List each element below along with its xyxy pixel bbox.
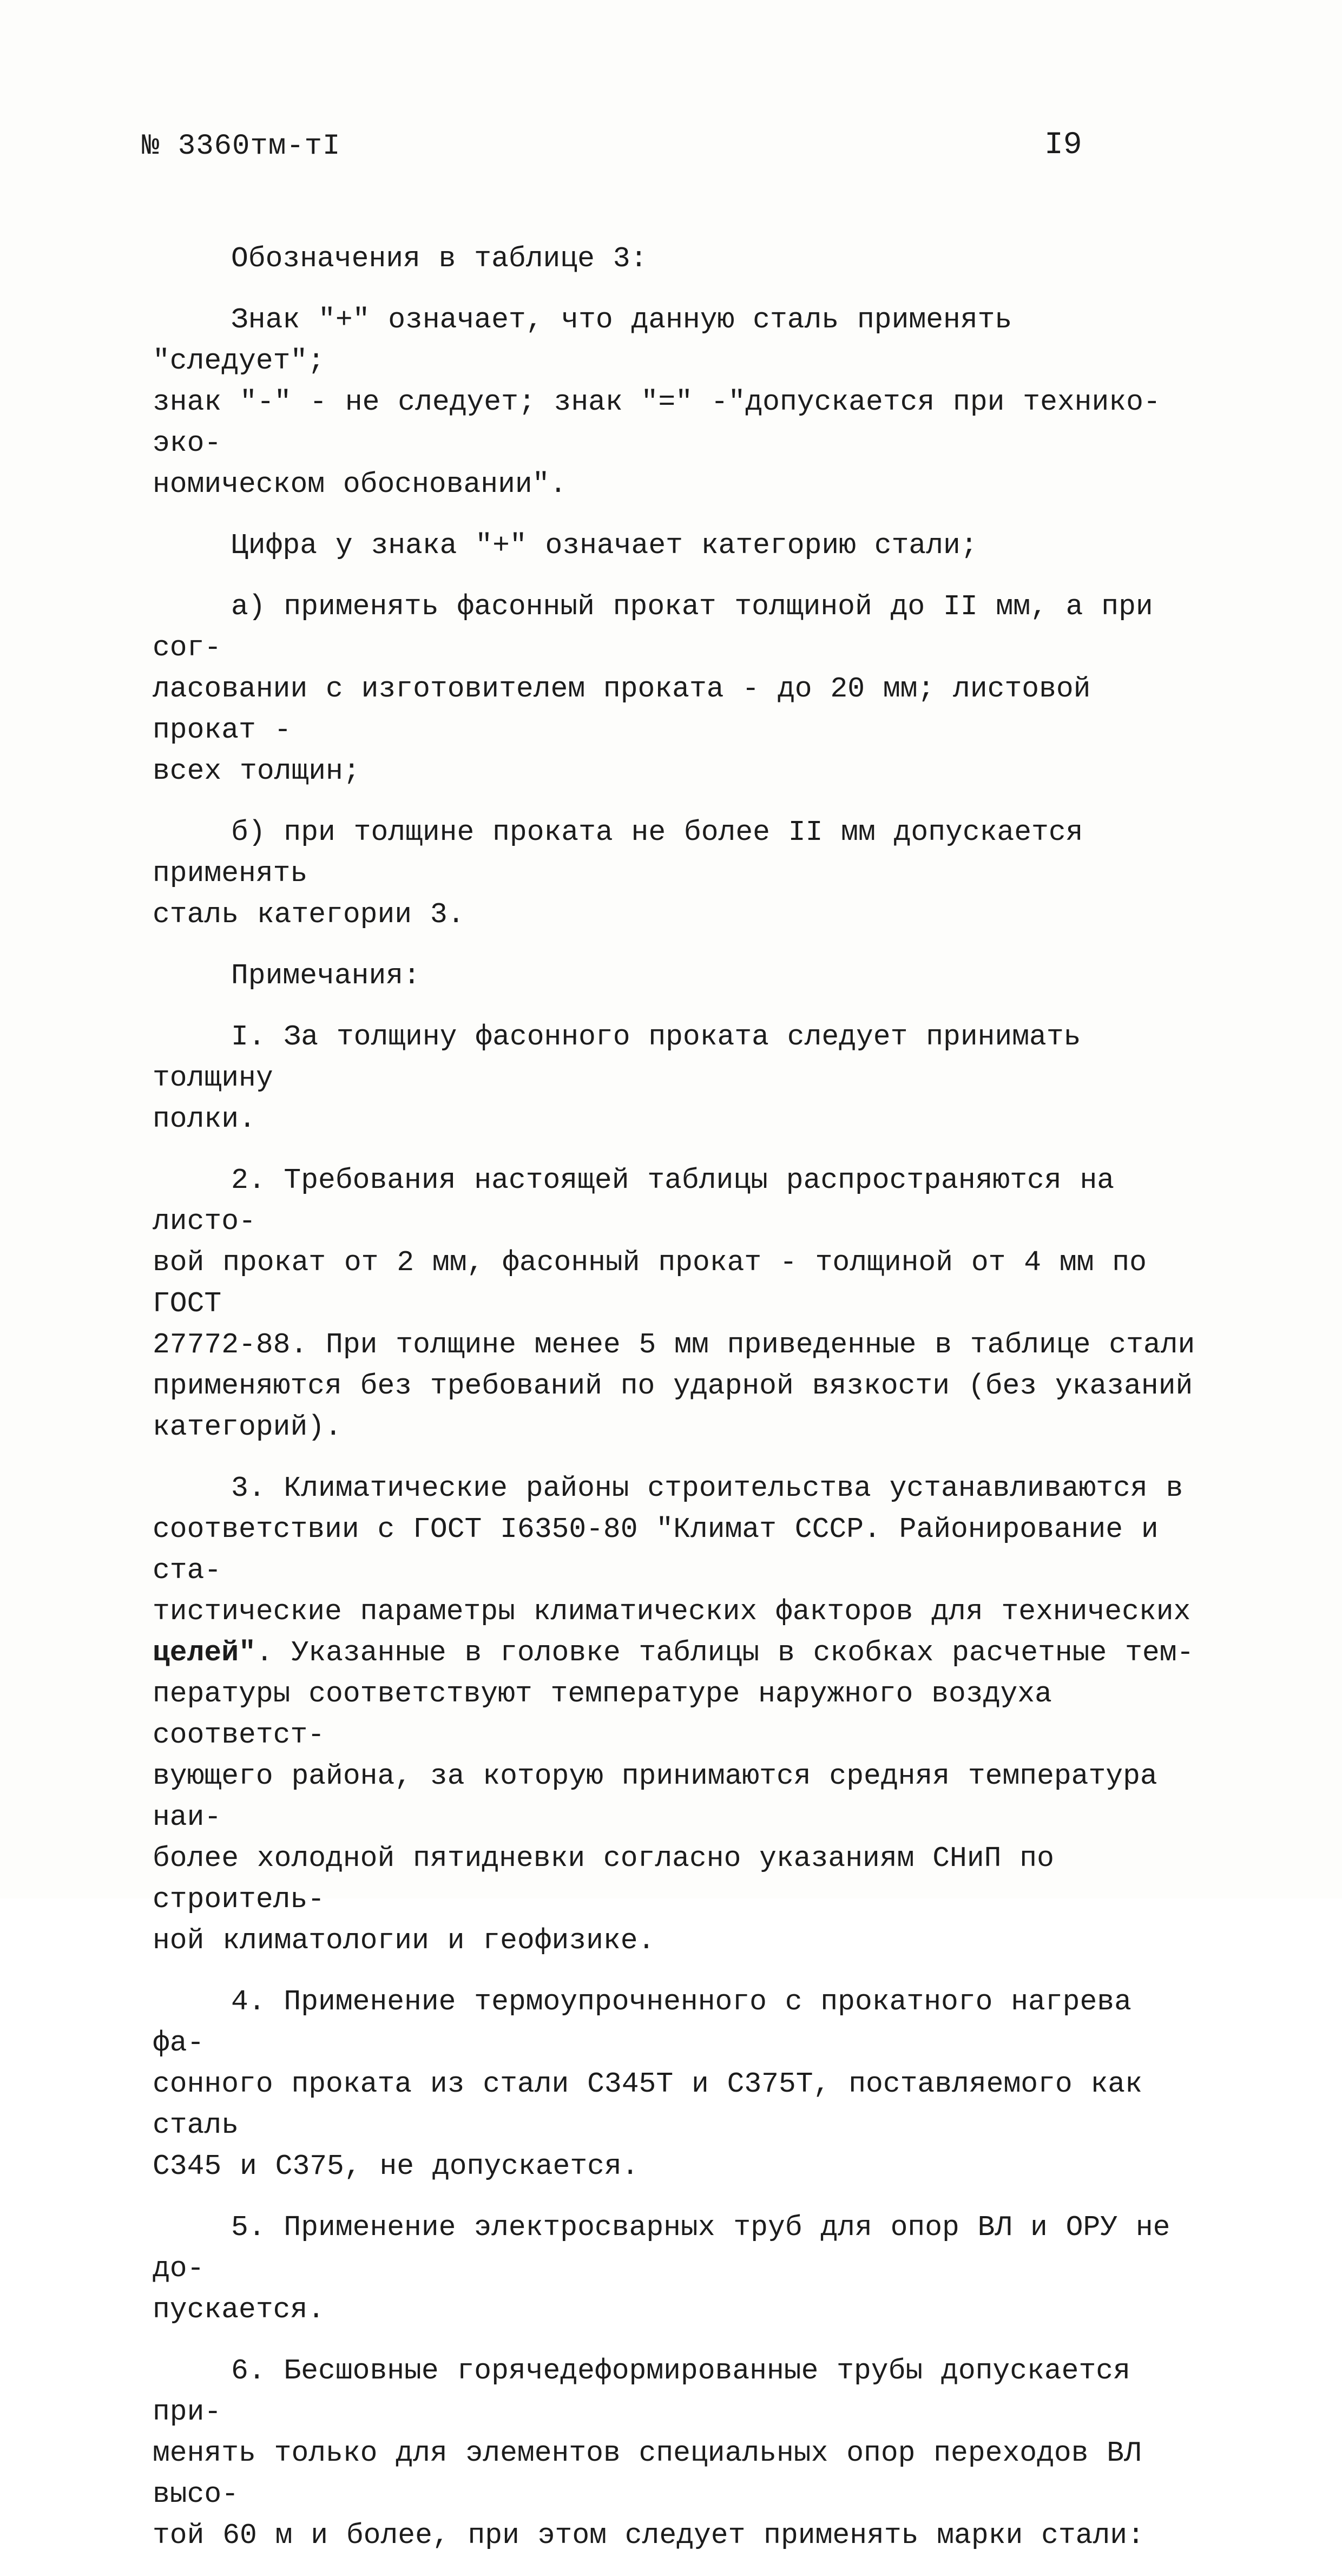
note-3-text-before: 3. Климатические районы строительства устанавливаются в соответствии с ГОСТ I6350-80 "Климат СССР. Районирование и ста- тистические параметры климатических факторов для технических [153,1472,1191,1628]
note-5: 5. Применение электросварных труб для опор ВЛ и ОРУ не до- пускается. [153,2211,1170,2326]
paragraph-item-b: б) при толщине проката не более II мм допускается применять сталь категории 3. [153,816,1083,931]
paragraph-digit-meaning: Цифра у знака "+" означает категорию стали; [231,529,978,562]
note-3-bold-text: целей" [153,1637,256,1669]
page-number: I9 [1044,128,1082,163]
note-1: I. За толщину фасонного проката следует принимать толщину полки. [153,1021,1081,1135]
note-6: 6. Бесшовные горячедеформированные трубы допускается при- менять только для элементов специальных опор переходов ВЛ высо- той 60 м и более, при этом следует применять марки стали: [153,2355,1144,2552]
document-code: № 3360тм-тI [142,130,341,163]
note-2: 2. Требования настоящей таблицы распространяются на листо- вой прокат от 2 мм, фасонный прокат - толщиной от 4 мм по ГОСТ 27772-88. При толщине менее 5 мм приведенные в таблице стали применяются без требований по ударной вязкости (без указаний категорий). [153,1164,1195,1443]
paragraph-item-a: а) применять фасонный прокат толщиной до II мм, а при сог- ласовании с изготовителем проката - до 20 мм; листовой прокат - всех толщин; [153,590,1153,787]
note-3 [153,1468,1197,1961]
document-body [153,238,1197,2576]
note-4: 4. Применение термоупрочненного с прокатного нагрева фа- сонного проката из стали С345Т и С375Т, поставляемого как сталь С345 и С375, не допускается. [153,1986,1142,2183]
table-notation-heading: Обозначения в таблице 3: [231,242,648,275]
paragraph-sign-meaning: Знак "+" означает, что данную сталь применять "следует"; знак "-" - не следует; знак "=" -"допускается при технико-эко- номическом обосновании". [153,304,1161,501]
notes-heading: Примечания: [231,960,420,992]
note-3-text-after: . Указанные в головке таблицы в скобках расчетные тем- пературы соответствуют температуре наружного воздуха соответст- вующего района, за которую принимаются средняя температура наи- более холодной пятидневки согласно указаниям СНиП по строитель- ной климатологии и геофизике. [153,1637,1194,1957]
